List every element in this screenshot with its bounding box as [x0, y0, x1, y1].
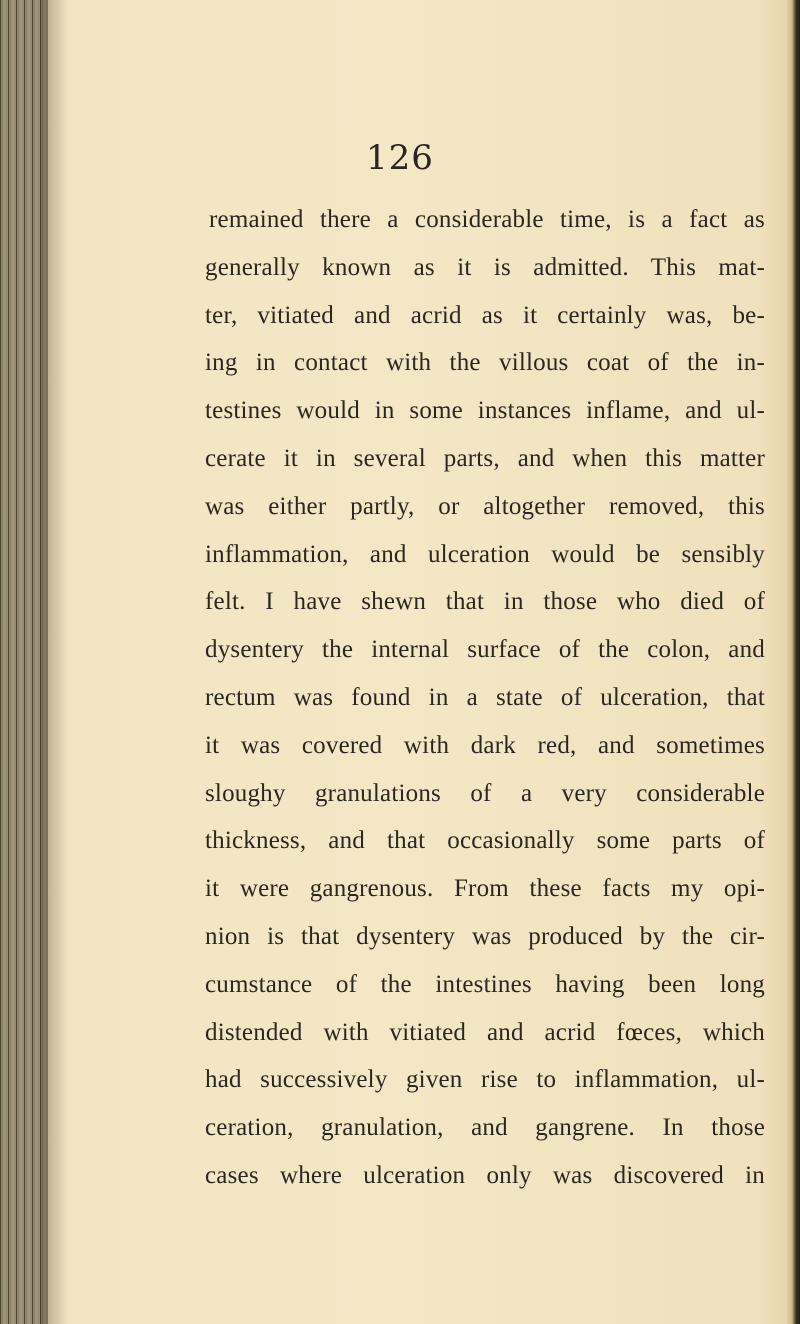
- text-line: testines would in some instances inflame, and ul-: [205, 397, 765, 425]
- text-line: was either partly, or altogether removed, this: [205, 492, 765, 520]
- page-edge: [786, 0, 800, 1324]
- text-line: rectum was found in a state of ulceration, that: [205, 683, 765, 711]
- text-line: cerate it in several parts, and when this matter: [205, 444, 765, 472]
- text-line: had successively given rise to inflammation, ul-: [205, 1066, 765, 1094]
- text-line: it was covered with dark red, and sometimes: [205, 731, 765, 759]
- text-line: inflammation, and ulceration would be sensibly: [205, 540, 765, 568]
- text-line: ter, vitiated and acrid as it certainly was, be-: [205, 301, 765, 329]
- text-line: thickness, and that occasionally some parts of: [205, 827, 765, 855]
- text-line: cumstance of the intestines having been long: [205, 970, 765, 998]
- text-line: remained there a considerable time, is a fact as: [209, 206, 765, 233]
- text-line: nion is that dysentery was produced by the cir-: [205, 922, 765, 950]
- text-line: felt. I have shewn that in those who died of: [205, 588, 765, 616]
- text-line: ceration, granulation, and gangrene. In those: [205, 1114, 765, 1142]
- binding-shadow: [40, 0, 70, 1324]
- text-line: ing in contact with the villous coat of the in-: [205, 349, 765, 377]
- text-line: dysentery the internal surface of the colon, and: [205, 636, 765, 664]
- text-line: cases where ulceration only was discovered in: [205, 1161, 765, 1189]
- page-number: 126: [366, 138, 434, 178]
- body-text: [205, 196, 765, 1200]
- text-line: distended with vitiated and acrid fœces, which: [205, 1018, 765, 1046]
- text-line: it were gangrenous. From these facts my opi-: [205, 875, 765, 903]
- text-line: generally known as it is admitted. This mat-: [205, 253, 765, 281]
- text-line: sloughy granulations of a very considerable: [205, 779, 765, 807]
